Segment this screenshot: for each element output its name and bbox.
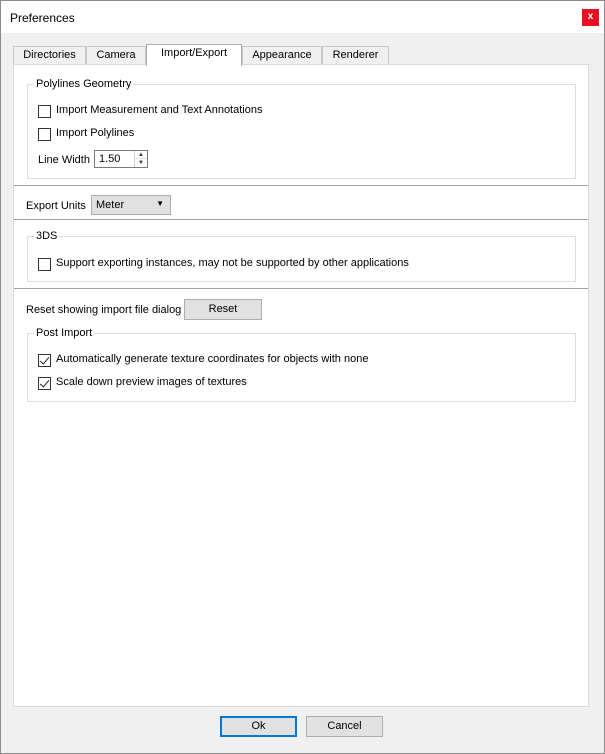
support-instances-checkbox[interactable] [38,258,51,271]
spin-up-icon[interactable]: ▲ [135,151,147,159]
tab-directories[interactable]: Directories [13,46,86,65]
import-polylines-option[interactable] [38,128,238,142]
close-button[interactable] [582,9,599,26]
tab-appearance[interactable]: Appearance [242,46,322,65]
import-polylines-label: Import Polylines [56,127,135,139]
support-instances-label: Support exporting instances, may not be supported by other applications [56,257,409,269]
close-icon: x [587,11,594,22]
ok-button[interactable]: Ok [220,716,297,737]
scale-previews-option[interactable] [38,377,338,391]
auto-texcoords-option[interactable] [38,354,438,368]
polylines-geometry-group [27,78,576,179]
scale-previews-checkbox[interactable] [38,377,51,390]
separator [14,219,588,221]
auto-texcoords-label: Automatically generate texture coordinates for objects with none [56,353,369,365]
export-units-value: Meter [96,199,125,211]
spin-buttons [134,151,147,167]
tab-camera[interactable]: Camera [86,46,146,65]
3ds-title: 3DS [36,230,58,242]
spin-down-icon[interactable]: ▼ [138,160,144,166]
tab-renderer[interactable]: Renderer [322,46,389,65]
import-polylines-checkbox[interactable] [38,128,51,141]
import-annotations-label: Import Measurement and Text Annotations [56,104,263,116]
line-width-spinbox[interactable] [94,150,148,168]
reset-dialog-label: Reset showing import file dialog [26,304,182,316]
post-import-title: Post Import [36,327,93,339]
title-bar[interactable] [1,1,604,33]
chevron-down-icon: ▼ [156,199,164,208]
export-units-select[interactable] [91,195,171,215]
separator [14,288,588,290]
post-import-group [27,327,576,402]
scale-previews-label: Scale down preview images of textures [56,376,247,388]
export-units-label: Export Units [26,200,86,212]
support-instances-option[interactable] [38,258,458,272]
line-width-label: Line Width [38,154,90,166]
import-annotations-checkbox[interactable] [38,105,51,118]
tab-import-export[interactable]: Import/Export [146,44,242,66]
separator [14,185,588,187]
line-width-value: 1.50 [99,153,121,165]
auto-texcoords-checkbox[interactable] [38,354,51,367]
window-title: Preferences [10,11,75,25]
3ds-group [27,230,576,282]
import-annotations-option[interactable] [38,105,338,119]
polylines-geometry-title: Polylines Geometry [36,78,132,90]
reset-button[interactable]: Reset [184,299,262,320]
cancel-button[interactable]: Cancel [306,716,383,737]
import-export-panel [13,64,589,707]
